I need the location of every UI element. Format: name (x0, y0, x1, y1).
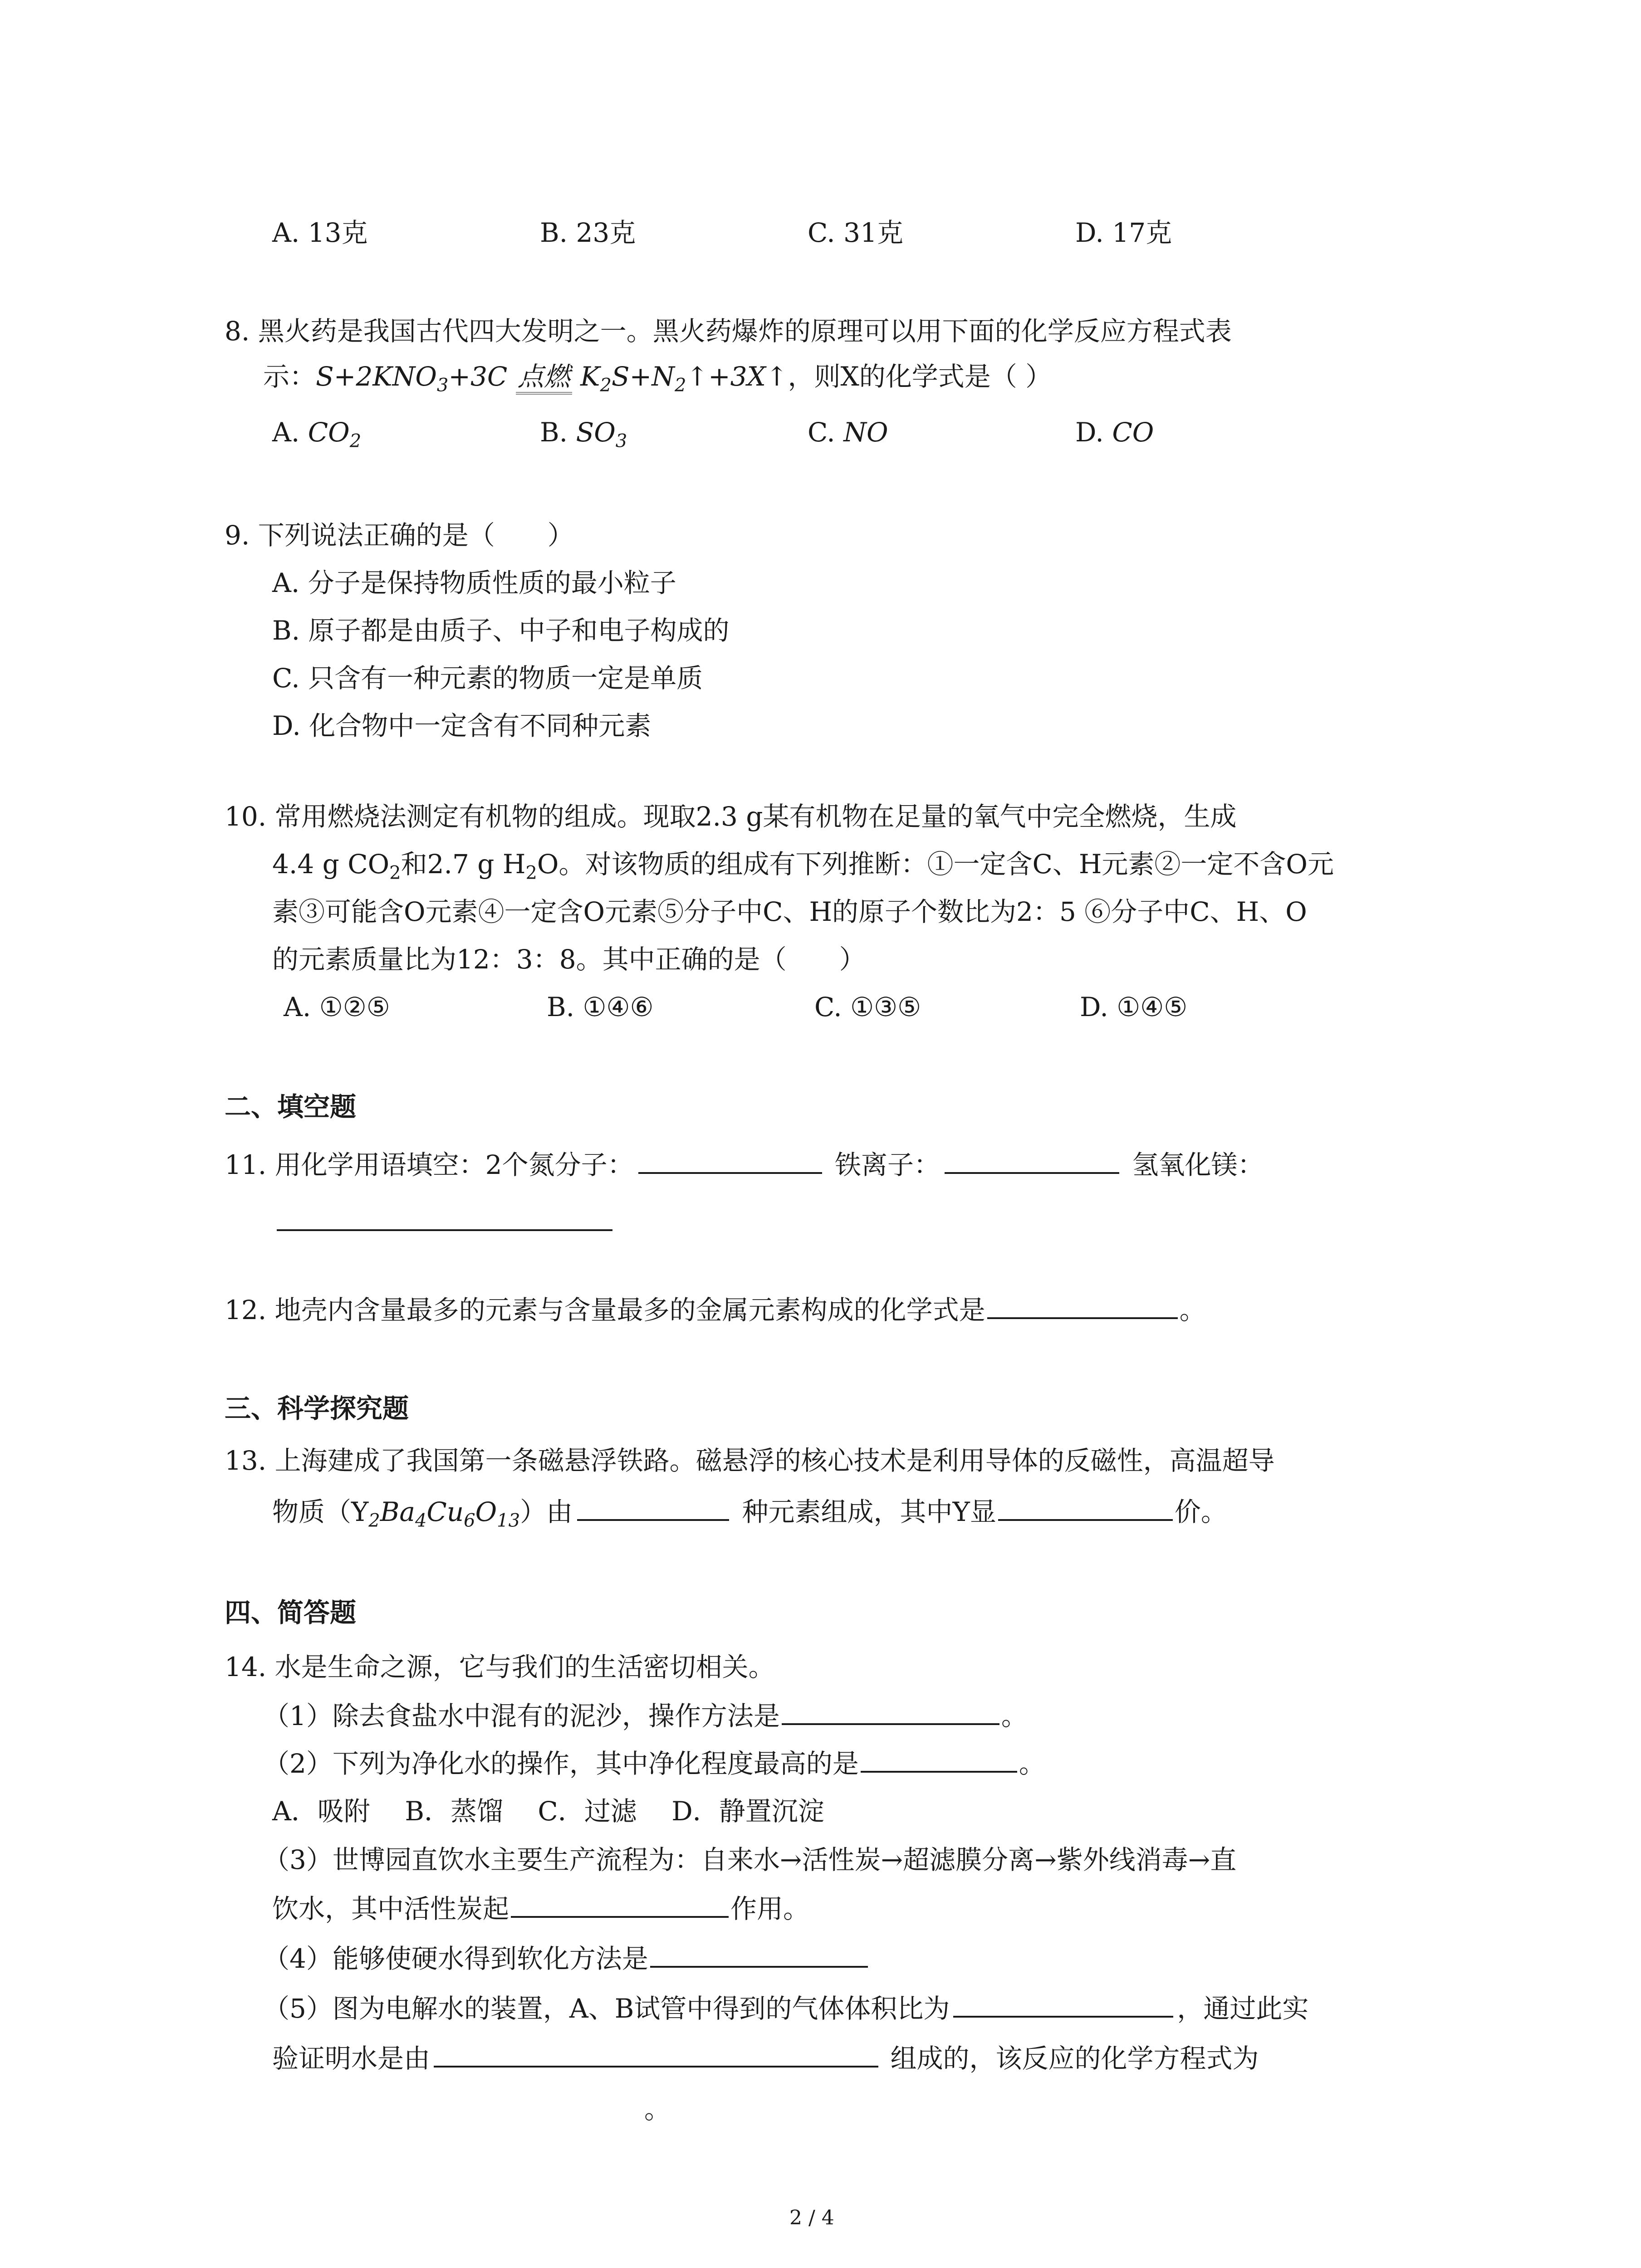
q9-option-a: A. 分子是保持物质性质的最小粒子 (272, 567, 676, 598)
q14-part4: （4）能够使硬水得到软化方法是 (263, 1941, 870, 1975)
q11-line1: 11. 用化学用语填空：2个氮分子： 铁离子： 氢氧化镁： (225, 1148, 1264, 1181)
q11-blank-magnesium-hydroxide[interactable] (277, 1229, 612, 1231)
section-2-title: 二、填空题 (225, 1091, 357, 1122)
q7-option-d: D. 17克 (1075, 217, 1172, 248)
q7-option-a: A. 13克 (272, 217, 368, 248)
q10-option-c: C. ①③⑤ (814, 992, 921, 1022)
q14-part5-line1: （5）图为电解水的装置，A、B试管中得到的气体体积比为 ，通过此实 (263, 1991, 1308, 2024)
q14-blank-5-composition[interactable] (434, 2041, 878, 2068)
q11-blank-nitrogen[interactable] (638, 1148, 822, 1174)
q8-option-b: B. $SO_3$ (540, 417, 627, 452)
q14-part2: （2）下列为净化水的操作，其中净化程度最高的是 。 (263, 1746, 1045, 1779)
q8-option-c: C. NO (808, 417, 888, 448)
q13-blank-valence[interactable] (998, 1495, 1173, 1521)
q14-part5-line2: 验证明水是由 组成的，该反应的化学方程式为 (272, 2041, 1259, 2074)
q14-part1: （1）除去食盐水中混有的泥沙，操作方法是 。 (263, 1699, 1028, 1732)
q10-stem-line4: 的元素质量比为12：3：8。其中正确的是（ ） (272, 944, 866, 975)
page-number: 2 / 4 (789, 2206, 834, 2229)
q8-option-a: A. $CO_2$ (272, 417, 362, 452)
q8-reaction-condition: 点燃 (516, 361, 572, 395)
q10-stem-line1: 10. 常用燃烧法测定有机物的组成。现取2.3 g某有机物在足量的氧气中完全燃烧，生成 (225, 801, 1237, 832)
q13-line1: 13. 上海建成了我国第一条磁悬浮铁路。磁悬浮的核心技术是利用导体的反磁性，高温超导 (225, 1445, 1275, 1476)
q8-option-d: D. CO (1075, 417, 1154, 448)
q7-option-b: B. 23克 (540, 217, 636, 248)
q9-stem: 9. 下列说法正确的是（ ） (225, 520, 574, 551)
q14-blank-1[interactable] (782, 1699, 999, 1725)
q8-stem-line2: 示：$S+2KNO_3+3C$ 点燃 $K_2S+N_2↑+3X↑$，则X的化学式是（ ） (263, 361, 1052, 396)
q14-blank-4[interactable] (650, 1941, 868, 1968)
q9-option-c: C. 只含有一种元素的物质一定是单质 (272, 663, 703, 694)
q9-option-b: B. 原子都是由质子、中子和电子构成的 (272, 615, 730, 646)
q14-part3-line2: 饮水，其中活性炭起 作用。 (272, 1892, 809, 1925)
q10-stem-line2: 4.4 g $CO_2$和2.7 g $H_2O$。对该物质的组成有下列推断：①一定含C、H元素②一定不含O元 (272, 849, 1334, 884)
section-3-title: 三、科学探究题 (225, 1393, 409, 1424)
q8-equation: $S+2KNO_3+3C$ 点燃 $K_2S+N_2↑+3X↑$ (316, 361, 788, 396)
q13-line2: 物质$(Y_2Ba_4Cu_6O_{13})$由 种元素组成，其中Y显 价。 (272, 1495, 1227, 1528)
q10-option-a: A. ①②⑤ (284, 992, 390, 1022)
q12-blank[interactable] (987, 1293, 1178, 1319)
q14-part5-end: 。 (644, 2094, 671, 2125)
section-4-title: 四、简答题 (225, 1597, 357, 1628)
q10-option-b: B. ①④⑥ (547, 992, 654, 1022)
q14-part3-line1: （3）世博园直饮水主要生产流程为：自来水→活性炭→超滤膜分离→紫外线消毒→直 (263, 1844, 1237, 1875)
q11-blank-iron-ion[interactable] (945, 1148, 1119, 1174)
q13-blank-element-count[interactable] (577, 1495, 729, 1521)
q7-option-c: C. 31克 (808, 217, 903, 248)
q12-line: 12. 地壳内含量最多的元素与含量最多的金属元素构成的化学式是 。 (225, 1293, 1206, 1326)
q14-blank-2[interactable] (861, 1746, 1017, 1773)
q14-blank-3[interactable] (511, 1892, 729, 1918)
q14-stem: 14. 水是生命之源，它与我们的生活密切相关。 (225, 1652, 775, 1682)
q14-part2-options: A．吸附 B．蒸馏 C．过滤 D．静置沉淀 (272, 1796, 824, 1827)
q14-blank-5-ratio[interactable] (953, 1991, 1173, 2018)
q10-option-d: D. ①④⑤ (1080, 992, 1188, 1022)
q10-stem-line3: 素③可能含O元素④一定含O元素⑤分子中C、H的原子个数比为2：5 ⑥分子中C、H、O (272, 896, 1307, 927)
q8-stem-line1: 8. 黑火药是我国古代四大发明之一。黑火药爆炸的原理可以用下面的化学反应方程式表 (225, 316, 1232, 347)
q9-option-d: D. 化合物中一定含有不同种元素 (272, 710, 652, 741)
